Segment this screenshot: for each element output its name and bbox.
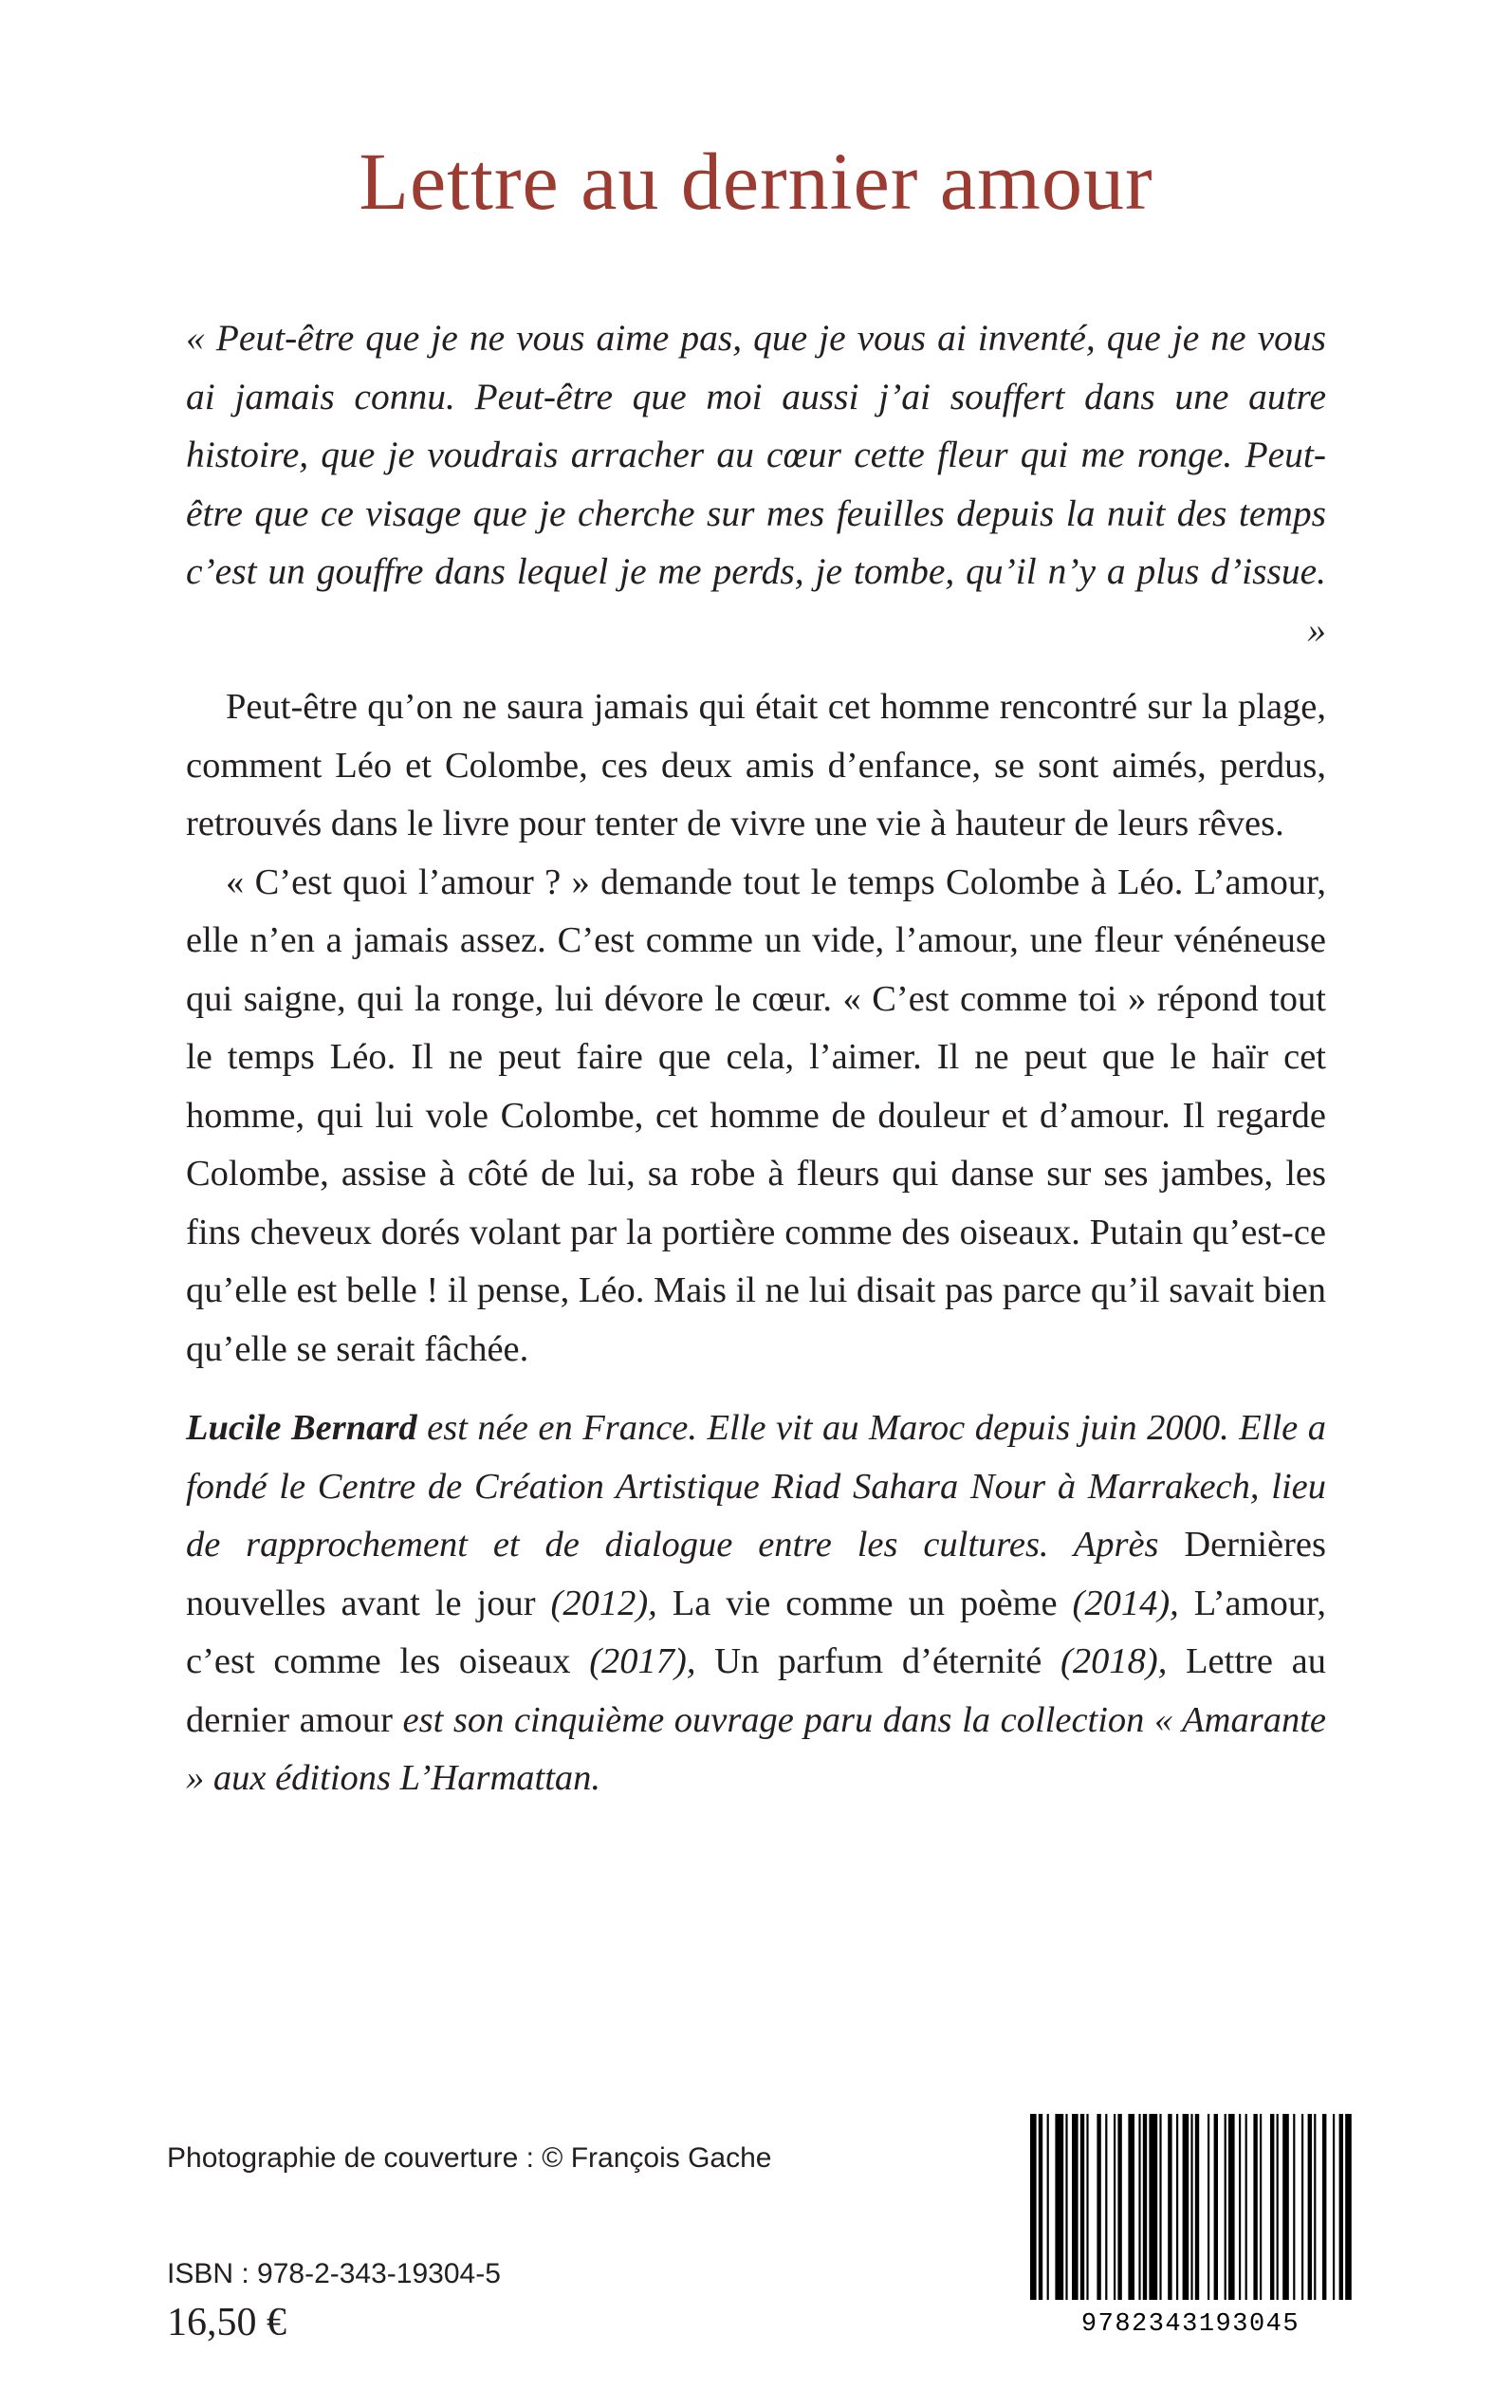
barcode-bar bbox=[1183, 2114, 1189, 2300]
barcode-bar bbox=[1168, 2114, 1171, 2300]
barcode-bar bbox=[1055, 2114, 1063, 2300]
barcode-bar bbox=[1039, 2114, 1042, 2300]
barcode-bar bbox=[1138, 2114, 1140, 2300]
barcode-bar bbox=[1047, 2114, 1049, 2300]
barcode-bar bbox=[1117, 2114, 1121, 2300]
blurb-paragraph-1: Peut-être qu’on ne saura jamais qui était cet homme rencontré sur la plage, comment Léo et Colombe, ces deux amis d’enfance, se sont aimés, perdus, retrouvés dans le livre pour tenter de vivre une vie à hauteur de leurs rêves. bbox=[186, 687, 1326, 843]
photo-credit: Photographie de couverture : © François Gache bbox=[167, 2142, 772, 2174]
barcode-bar bbox=[1097, 2114, 1100, 2300]
bio-text-2: est son cinquième ouvrage paru dans la collection « Amarante » aux éditions L’Harmattan. bbox=[186, 1699, 1326, 1798]
bio-year-3: (2017), bbox=[570, 1641, 715, 1681]
barcode-bar bbox=[1072, 2114, 1079, 2300]
bio-book-2: La vie comme un poème bbox=[672, 1583, 1058, 1623]
bio-book-3: L’amour, c’est comme les oiseaux bbox=[186, 1583, 1326, 1681]
barcode-bar bbox=[1314, 2114, 1316, 2300]
barcode-bar bbox=[1214, 2114, 1218, 2300]
barcode-bar bbox=[1080, 2114, 1084, 2300]
barcode-bar bbox=[1208, 2114, 1209, 2300]
author-bio bbox=[186, 1399, 1326, 1808]
author-name: Lucile Bernard bbox=[186, 1408, 417, 1448]
barcode-bar bbox=[1253, 2114, 1257, 2300]
barcode-bar bbox=[1260, 2114, 1262, 2300]
barcode-bar bbox=[1293, 2114, 1295, 2300]
barcode-bar bbox=[1159, 2114, 1161, 2300]
barcode-bar bbox=[1239, 2114, 1241, 2300]
bio-book-1: Dernières nouvelles avant le jour bbox=[186, 1525, 1326, 1623]
barcode-bar bbox=[1105, 2114, 1107, 2300]
book-title: Lettre au dernier amour bbox=[359, 136, 1153, 227]
barcode-bar bbox=[1301, 2114, 1303, 2300]
barcode-bar bbox=[1143, 2114, 1147, 2300]
epigraph-quote: « Peut-être que je ne vous aime pas, que je vous ai inventé, que je ne vous ai jamais connu. Peut-être que moi aussi j’ai souffert dans une autre histoire, que je voudrais arracher au cœur cette fleur qui me ronge. Peut-être que ce visage que je cherche sur mes feuilles depuis la nuit des temps c’est un gouffre dans lequel je me perds, je tombe, qu’il n’y a plus d’issue. » bbox=[186, 317, 1326, 651]
barcode-bar bbox=[1333, 2114, 1335, 2300]
barcode-bar bbox=[1322, 2114, 1326, 2300]
isbn: ISBN : 978-2-343-19304-5 bbox=[167, 2258, 501, 2289]
bio-year-4: (2018), bbox=[1042, 1641, 1187, 1681]
bio-text-1: est née en France. Elle vit au Maroc depuis juin 2000. Elle a fondé le Centre de Création Artistique Riad Sahara Nour à Marrakech, lieu de rapprochement et de dialogue entre les cultures. Après bbox=[186, 1408, 1326, 1565]
blurb bbox=[186, 678, 1326, 1379]
barcode-bar bbox=[1277, 2114, 1279, 2300]
barcode-bar bbox=[1176, 2114, 1178, 2300]
barcode-bar bbox=[1345, 2114, 1352, 2300]
barcode-bar bbox=[1270, 2114, 1274, 2300]
bio-book-5: Lettre au dernier amour bbox=[186, 1641, 1326, 1740]
barcode-bar bbox=[1282, 2114, 1289, 2300]
barcode-bar bbox=[1149, 2114, 1157, 2300]
barcode-bar bbox=[1308, 2114, 1312, 2300]
barcode-bar bbox=[1245, 2114, 1247, 2300]
barcode-bar bbox=[1114, 2114, 1116, 2300]
bio-book-4: Un parfum d’éternité bbox=[714, 1641, 1042, 1681]
barcode-bar bbox=[1030, 2114, 1037, 2300]
barcode-bar bbox=[1195, 2114, 1199, 2300]
barcode-bar bbox=[1228, 2114, 1235, 2300]
bio-year-2: (2014), bbox=[1057, 1583, 1194, 1623]
barcode-bar bbox=[1065, 2114, 1067, 2300]
price: 16,50 € bbox=[167, 2301, 286, 2344]
barcode-bar bbox=[1225, 2114, 1226, 2300]
bio-year-1: (2012), bbox=[535, 1583, 673, 1623]
barcode-bar bbox=[1128, 2114, 1134, 2300]
blurb-paragraph-2: « C’est quoi l’amour ? » demande tout le temps Colombe à Léo. L’amour, elle n’en a jamais assez. C’est comme un vide, l’amour, une fleur vénéneuse qui saigne, qui la ronge, lui dévore le cœur. « C’est comme toi » répond tout le temps Léo. Il ne peut faire que cela, l’aimer. Il ne peut que le haïr cet homme, qui lui vole Colombe, cet homme de douleur et d’amour. Il regarde Colombe, assise à côté de lui, sa robe à fleurs qui danse sur ses jambes, les fins cheveux dorés volant par la portière comme des oiseaux. Putain qu’est-ce qu’elle est belle ! il pense, Léo. Mais il ne lui disait pas parce qu’il savait bien qu’elle se serait fâchée. bbox=[186, 861, 1326, 1369]
barcode-bar bbox=[1190, 2114, 1192, 2300]
barcode-digits: 9782343193045 bbox=[1080, 2310, 1300, 2338]
barcode-bar bbox=[1086, 2114, 1088, 2300]
isbn-barcode bbox=[1024, 2110, 1356, 2338]
barcode-bar bbox=[1339, 2114, 1343, 2300]
